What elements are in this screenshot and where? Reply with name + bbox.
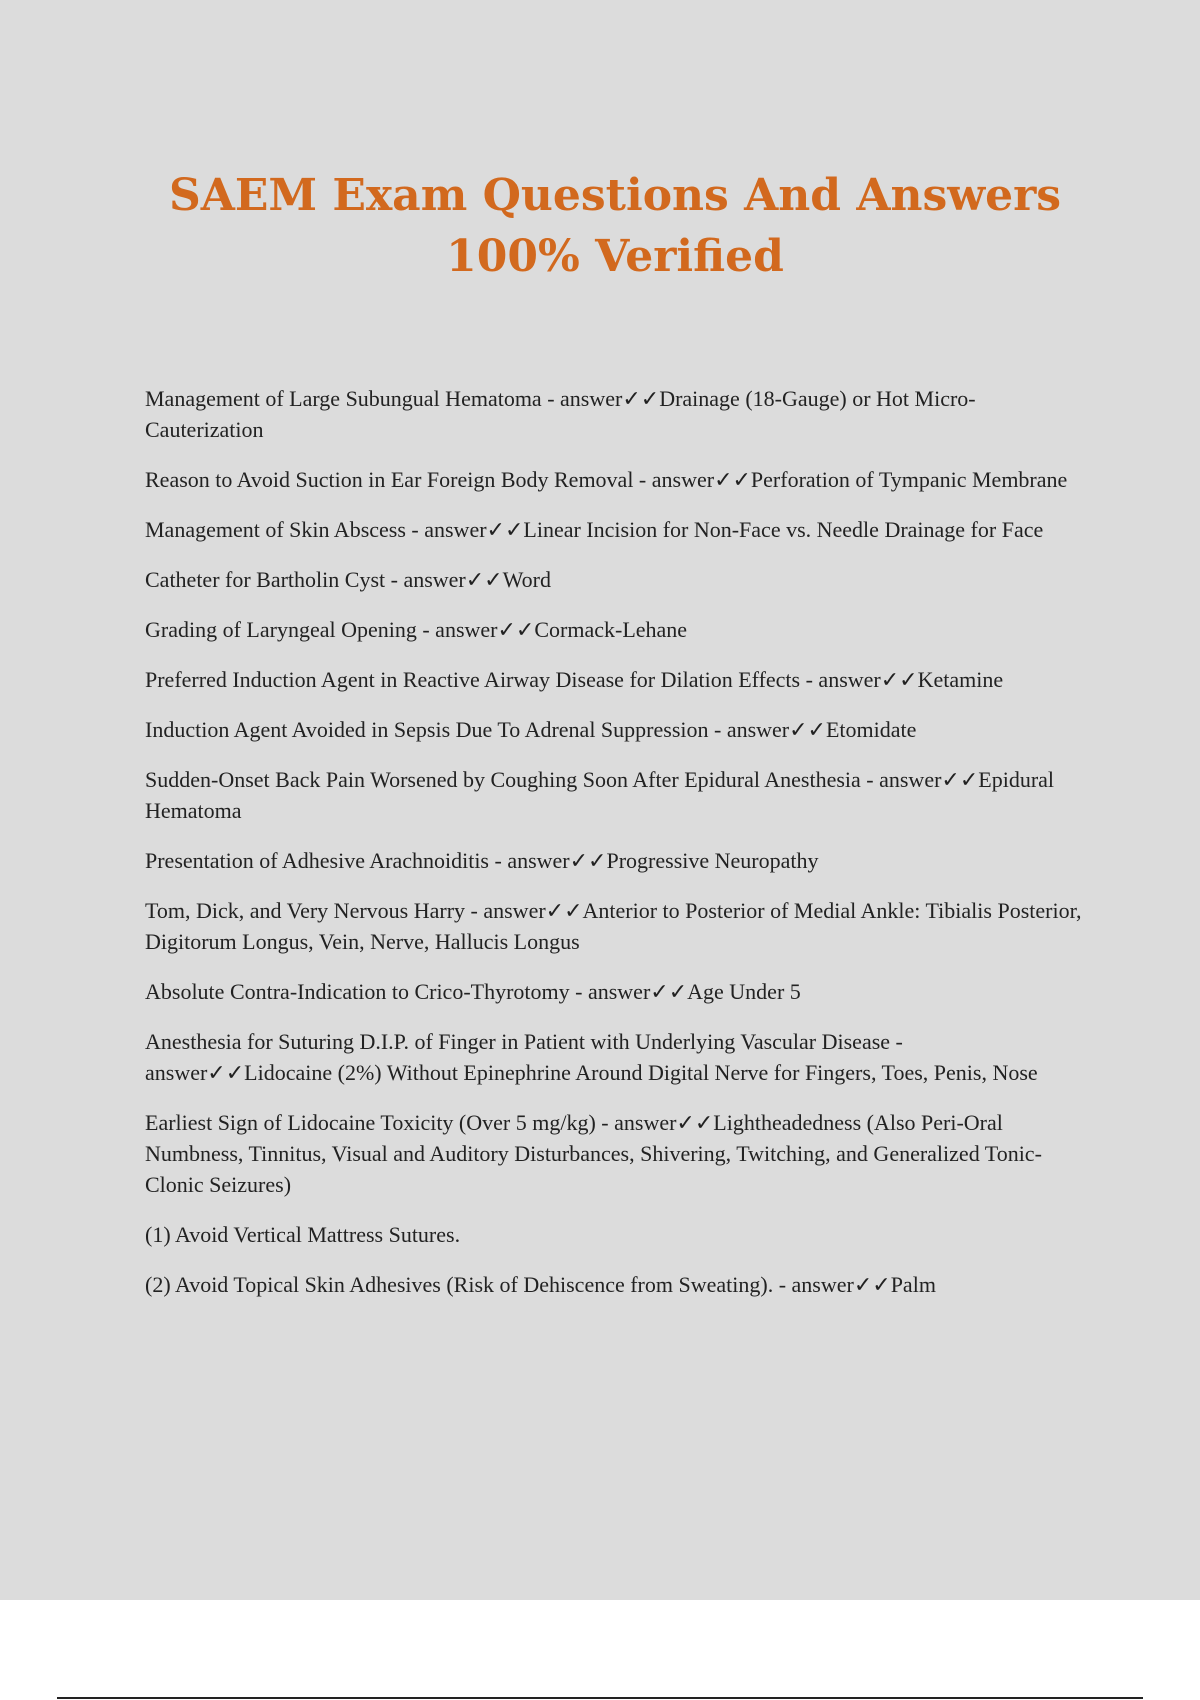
qa-list [145,383,1085,1319]
qa-item: Catheter for Bartholin Cyst - answer✓✓Word [145,567,551,592]
qa-item: Tom, Dick, and Very Nervous Harry - answer✓✓Anterior to Posterior of Medial Ankle: Tibialis Posterior, Digitorum Longus, Vein, Nerve, Hallucis Longus [145,898,1082,954]
qa-item: (1) Avoid Vertical Mattress Sutures. [145,1222,461,1247]
qa-item: Presentation of Adhesive Arachnoiditis - answer✓✓Progressive Neuropathy [145,848,819,873]
qa-item: Grading of Laryngeal Opening - answer✓✓Cormack-Lehane [145,617,688,642]
qa-item: Management of Large Subungual Hematoma - answer✓✓Drainage (18-Gauge) or Hot Micro-Cauterization [145,386,976,442]
qa-item: Preferred Induction Agent in Reactive Airway Disease for Dilation Effects - answer✓✓Ketamine [145,667,1004,692]
qa-item: (2) Avoid Topical Skin Adhesives (Risk of Dehiscence from Sweating). - answer✓✓Palm [145,1272,936,1297]
qa-item: Induction Agent Avoided in Sepsis Due To Adrenal Suppression - answer✓✓Etomidate [145,717,917,742]
qa-item: Absolute Contra-Indication to Crico-Thyrotomy - answer✓✓Age Under 5 [145,979,801,1004]
page-title: SAEM Exam Questions And Answers 100% Verified [168,170,1062,282]
qa-item: Earliest Sign of Lidocaine Toxicity (Over 5 mg/kg) - answer✓✓Lightheadedness (Also Peri-Oral Numbness, Tinnitus, Visual and Auditory Disturbances, Shivering, Twitching, and Generalized Tonic-Clonic Seizures) [145,1110,1042,1197]
qa-item: Sudden-Onset Back Pain Worsened by Coughing Soon After Epidural Anesthesia - answer✓✓Epidural Hematoma [145,767,1055,823]
bottom-divider [57,1697,1143,1699]
qa-item: Management of Skin Abscess - answer✓✓Linear Incision for Non-Face vs. Needle Drainage for Face [145,517,1044,542]
qa-item: Anesthesia for Suturing D.I.P. of Finger in Patient with Underlying Vascular Disease - answer✓✓Lidocaine (2%) Without Epinephrine Around Digital Nerve for Fingers, Toes, Penis, Nose [145,1029,1038,1085]
qa-item: Reason to Avoid Suction in Ear Foreign Body Removal - answer✓✓Perforation of Tympanic Membrane [145,467,1068,492]
